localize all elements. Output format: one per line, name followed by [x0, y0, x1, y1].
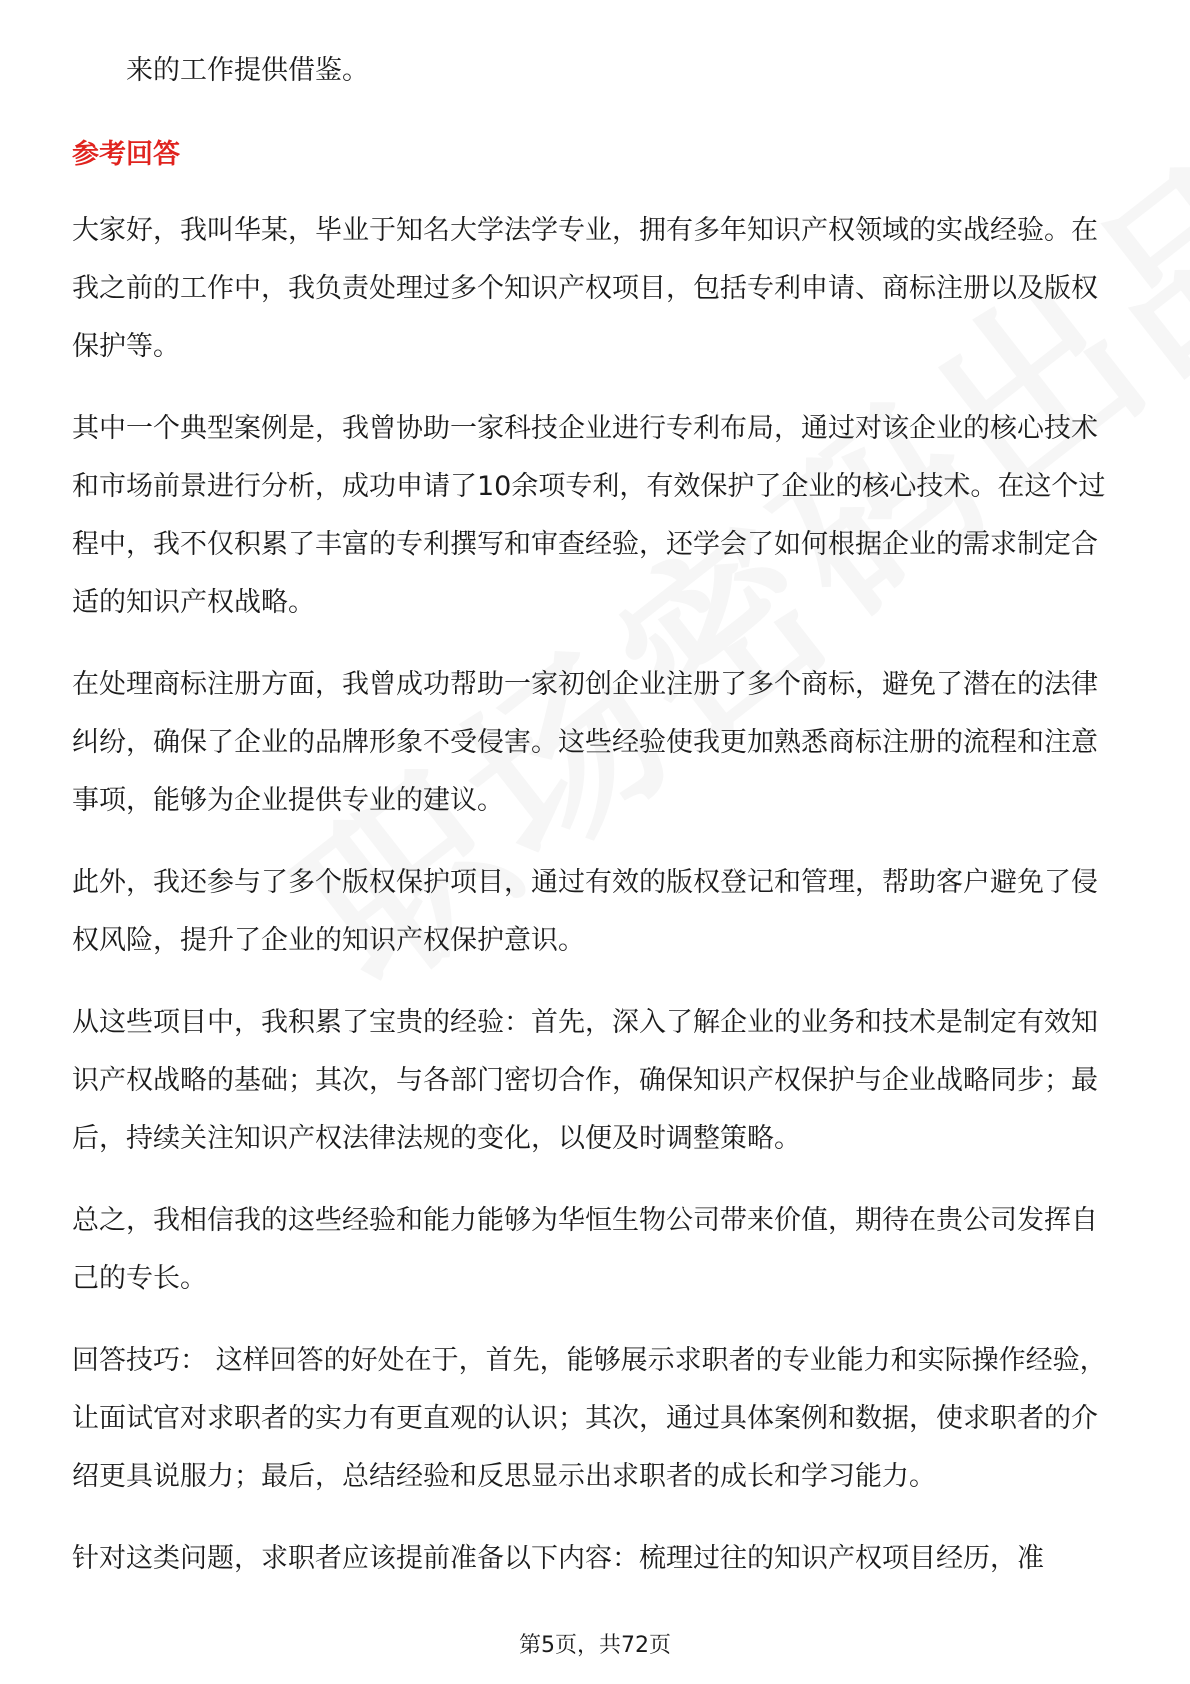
paragraph: 从这些项目中，我积累了宝贵的经验：首先，深入了解企业的业务和技术是制定有效知识产权战略的基础；其次，与各部门密切合作，确保知识产权保护与企业战略同步；最后，持续关注知识产权法律法规的变化，以便及时调整策略。: [72, 1007, 1098, 1154]
section-heading: 参考回答: [72, 139, 180, 170]
paragraph: 在处理商标注册方面，我曾成功帮助一家初创企业注册了多个商标，避免了潜在的法律纠纷，确保了企业的品牌形象不受侵害。这些经验使我更加熟悉商标注册的流程和注意事项，能够为企业提供专业的建议。: [72, 669, 1098, 816]
paragraph: 此外，我还参与了多个版权保护项目，通过有效的版权登记和管理，帮助客户避免了侵权风险，提升了企业的知识产权保护意识。: [72, 867, 1098, 956]
paragraph: 针对这类问题，求职者应该提前准备以下内容：梳理过往的知识产权项目经历，准: [72, 1543, 1044, 1574]
paragraph: 大家好，我叫华某，毕业于知名大学法学专业，拥有多年知识产权领域的实战经验。在我之前的工作中，我负责处理过多个知识产权项目，包括专利申请、商标注册以及版权保护等。: [72, 215, 1098, 362]
document-body: [72, 42, 1122, 1588]
paragraph: 总之，我相信我的这些经验和能力能够为华恒生物公司带来价值，期待在贵公司发挥自己的专长。: [72, 1205, 1098, 1294]
page-number-footer: 第5页，共72页: [519, 1633, 671, 1658]
continuation-text: 来的工作提供借鉴。: [126, 55, 369, 86]
paragraph: 其中一个典型案例是，我曾协助一家科技企业进行专利布局，通过对该企业的核心技术和市场前景进行分析，成功申请了10余项专利，有效保护了企业的核心技术。在这个过程中，我不仅积累了丰富的专利撰写和审查经验，还学会了如何根据企业的需求制定合适的知识产权战略。: [72, 413, 1106, 618]
paragraph: 回答技巧： 这样回答的好处在于，首先，能够展示求职者的专业能力和实际操作经验，让面试官对求职者的实力有更直观的认识；其次，通过具体案例和数据，使求职者的介绍更具说服力；最后，总结经验和反思显示出求职者的成长和学习能力。: [72, 1345, 1107, 1492]
